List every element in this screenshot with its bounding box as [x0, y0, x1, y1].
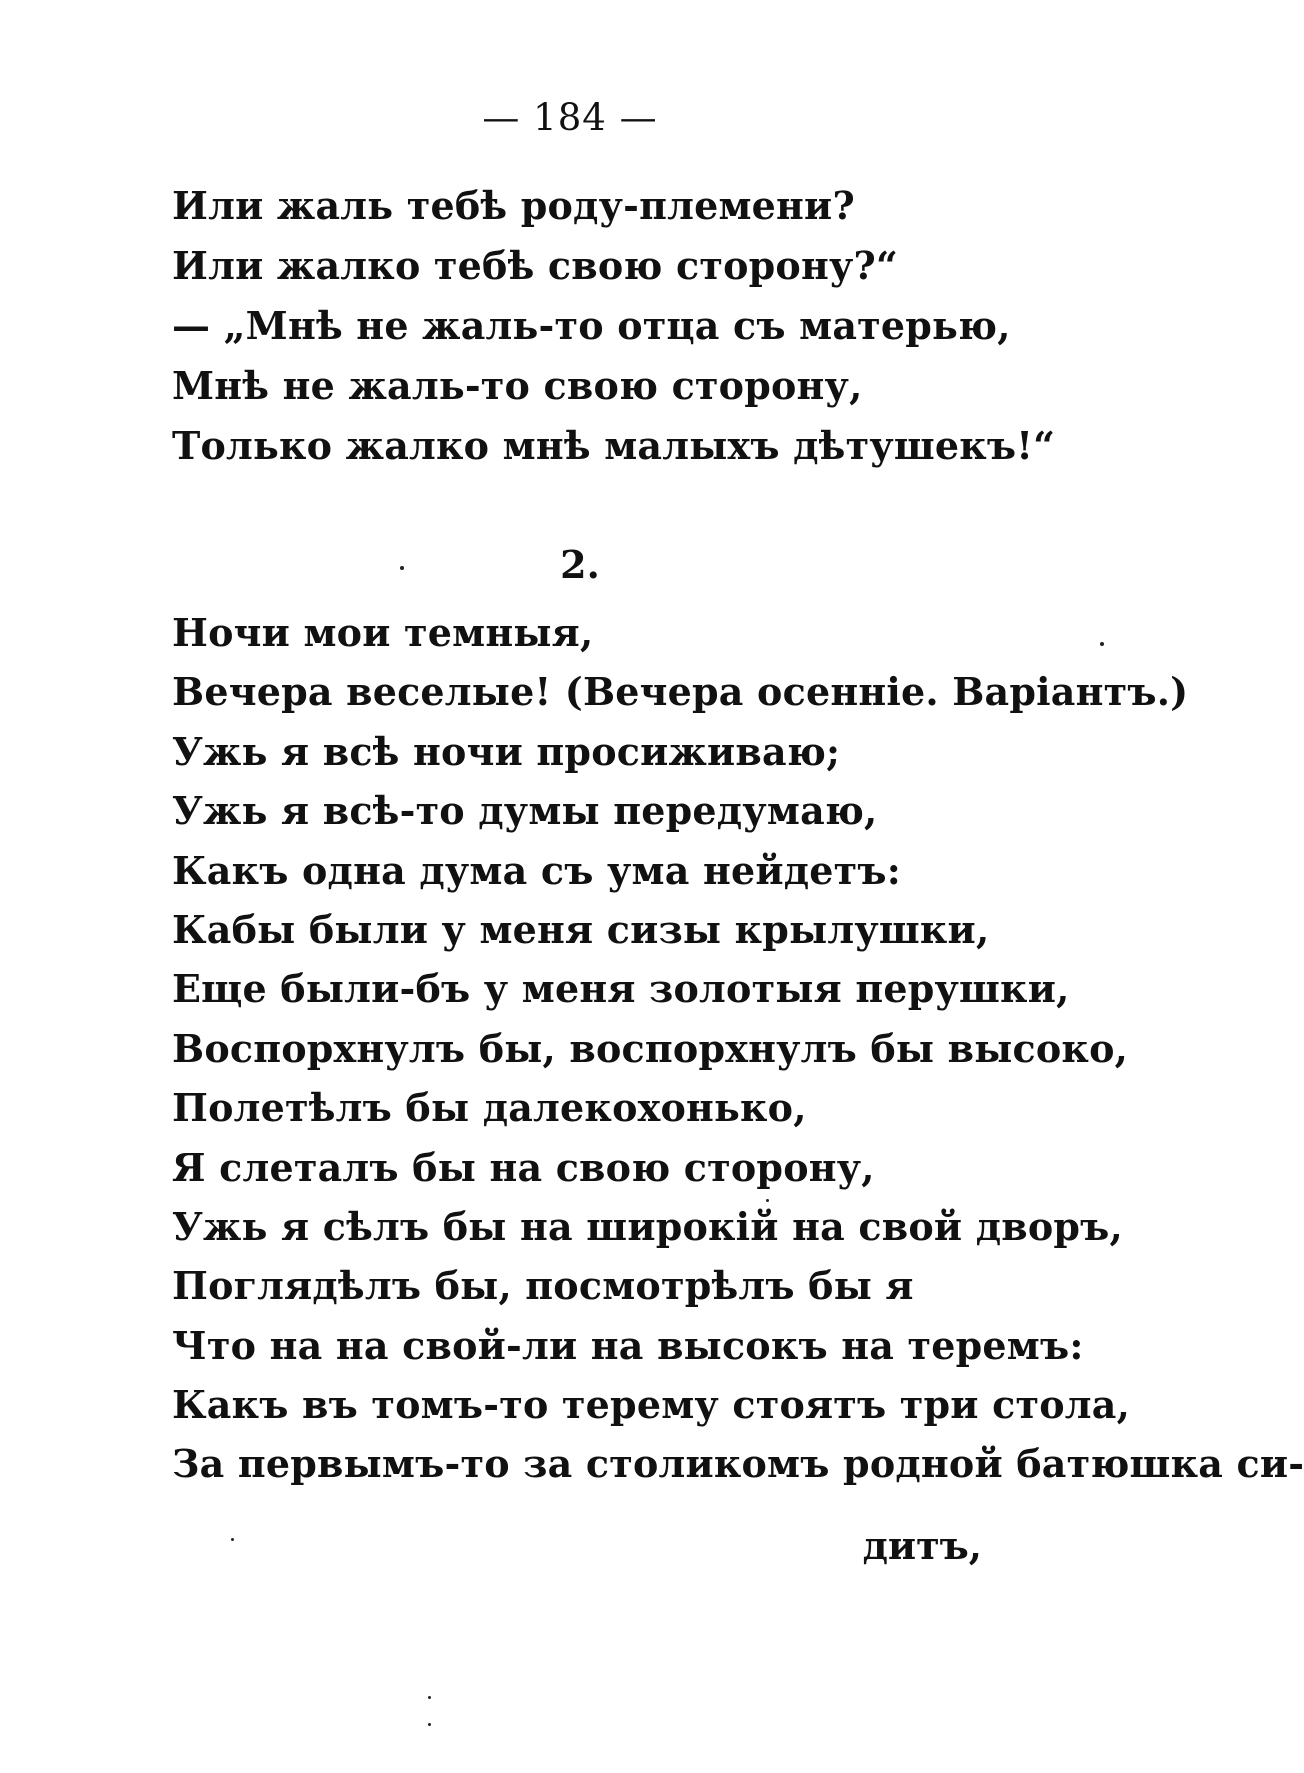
- stanza-2: [172, 603, 1304, 1494]
- verse-line: Поглядѣлъ бы, посмотрѣлъ бы я: [172, 1263, 914, 1309]
- verse-line: Ночи мои темныя,: [172, 610, 594, 655]
- print-speck: [428, 1696, 431, 1699]
- verse-line: — „Мнѣ не жаль-то отца съ матерью,: [172, 303, 1011, 348]
- verse-line: Какъ въ томъ-то терему стоятъ три стола,: [172, 1382, 1130, 1428]
- verse-line: Ужь я всѣ-то думы передумаю,: [172, 788, 878, 834]
- print-speck: [1100, 642, 1104, 646]
- verse-line: Только жалко мнѣ малыхъ дѣтушекъ!“: [172, 423, 1056, 468]
- print-speck: [428, 1723, 431, 1726]
- print-speck: [766, 1199, 769, 1202]
- verse-line: Какъ одна дума съ ума нейдетъ:: [172, 847, 901, 893]
- verse-line: Ужь я сѣлъ бы на широкій на свой дворъ,: [172, 1203, 1123, 1249]
- verse-line: За первымъ-то за столикомъ родной батюшка си-: [172, 1441, 1304, 1487]
- stanza-1: [172, 176, 1072, 476]
- print-speck: [231, 1538, 234, 1541]
- hyphenated-continuation: дитъ,: [862, 1523, 982, 1568]
- section-number: 2.: [560, 542, 600, 587]
- verse-line: Что на на свой-ли на высокъ на теремъ:: [172, 1322, 1084, 1368]
- verse-line: Я слеталъ бы на свою сторону,: [172, 1144, 875, 1190]
- page-number: — 184 —: [482, 96, 658, 139]
- verse-line: Мнѣ не жаль-то свою сторону,: [172, 363, 863, 408]
- verse-line: Кабы были у меня сизы крылушки,: [172, 906, 990, 952]
- verse-line: Ужь я всѣ ночи просиживаю;: [172, 728, 841, 774]
- print-speck: [400, 566, 404, 570]
- verse-line: Или жалко тебѣ свою сторону?“: [172, 243, 899, 288]
- verse-line: Полетѣлъ бы далекохонько,: [172, 1085, 807, 1131]
- verse-line: Вечера веселые! (Вечера осенніе. Варіантъ.): [172, 669, 1189, 715]
- verse-line: Или жаль тебѣ роду-племени?: [172, 183, 855, 228]
- verse-line: Воспорхнулъ бы, воспорхнулъ бы высоко,: [172, 1025, 1129, 1071]
- verse-line: Еще были-бъ у меня золотыя перушки,: [172, 966, 1070, 1012]
